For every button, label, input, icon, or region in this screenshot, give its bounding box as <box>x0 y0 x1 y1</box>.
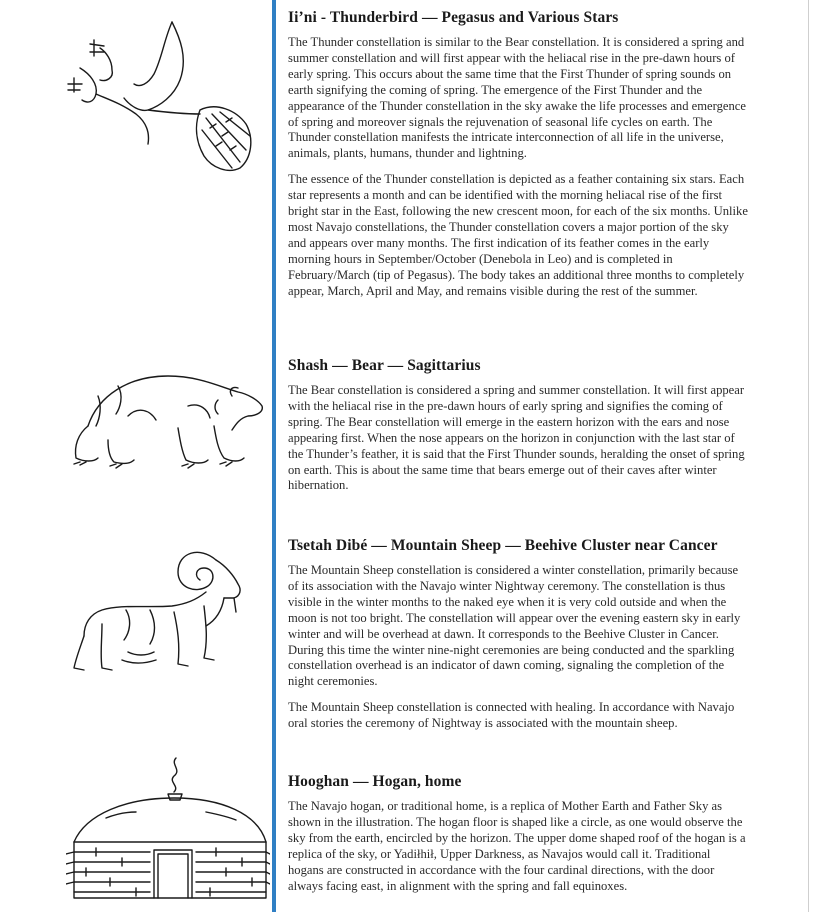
bear-drawing <box>68 366 268 476</box>
blue-column-divider <box>272 0 276 912</box>
section-paragraph: The Thunder constellation is similar to the Bear constellation. It is considered a spring and summer constellation and will first appear with the heliacal rise in the pre-dawn hours of early spring. This occurs about the same time that the First Thunder of spring sounds on earth signifying the coming of spring. The emergence of the First Thunder and the appearance of the Thunder constellation in the sky awake the life processes and emergence of spring and moreover signals the rejuvenation of seasonal life cycles on earth. The Thunder constellation manifests the intricate interconnection of all life in the universe, animals, plants, humans, thunder and lightning. <box>288 35 746 161</box>
hogan-drawing <box>66 756 270 906</box>
mountain-sheep-drawing <box>66 540 266 680</box>
section-paragraph: The Mountain Sheep constellation is considered a winter constellation, primarily because of its association with the Navajo winter Nightway ceremony. The constellation is thus visible in the winter months to the naked eye when it is very cold outside and when the moon is not too bright. The constellation will appear over the evening eastern sky in early winter and will be overhead at dawn. It corresponds to the Beehive Cluster in Cancer. During this time the winter nine-night ceremonies are being conducted and the sparkling constellation overhead is an indicator of dawn coming, signaling the completion of the night ceremonies. <box>288 563 741 689</box>
section-paragraph: The Navajo hogan, or traditional home, is a replica of Mother Earth and Father Sky as shown in the illustration. The hogan floor is shaped like a circle, as one would observe the sky from the earth, encircled by the horizon. The upper dome shaped roof of the hogan is a replica of the sky, or Yadiłhił, Upper Darkness, as Navajos would call it. Traditional hogans are constructed in accordance with the four cardinal directions, with the door always facing east, in alignment with the spring and fall equinoxes. <box>288 799 746 893</box>
section-paragraph: The Bear constellation is considered a spring and summer constellation. It will first appear with the heliacal rise in the pre-dawn hours of early spring and signifies the coming of spring. The Bear constellation will emerge in the eastern horizon with the ears and nose appearing first. When the nose appears on the horizon in conjunction with the last star of the Thunder’s feather, it is said that the First Thunder sounds, heralding the onset of spring on earth. This is about the same time that bears emerge out of their caves after winter hibernation. <box>288 383 745 493</box>
section-paragraph: The essence of the Thunder constellation is depicted as a feather containing six stars. Each star represents a month and can be identified with the morning heliacal rise of the first bright star in the East, following the new crescent moon, for each of the six months. Unlike most Navajo constellations, the Thunder constellation covers a major portion of the sky and appears over many months. The first indication of its feather comes in the early morning hours in September/October (Denebola in Leo) and is completed in February/March (tip of Pegasus). The body takes an additional three months to completely appear, March, April and May, and remains visible during the rest of the summer. <box>288 172 748 298</box>
section-hogan <box>288 773 748 904</box>
thunderbird-drawing <box>60 18 270 178</box>
page-edge <box>808 0 809 912</box>
section-title: Tsetah Dibé — Mountain Sheep — Beehive Cluster near Cancer <box>288 537 718 554</box>
section-title: Hooghan — Hogan, home <box>288 773 462 790</box>
section-thunderbird <box>288 9 748 310</box>
section-title: Ii’ni - Thunderbird — Pegasus and Various Stars <box>288 9 619 26</box>
section-mountain-sheep <box>288 537 748 742</box>
section-title: Shash — Bear — Sagittarius <box>288 357 481 374</box>
section-bear <box>288 357 748 504</box>
section-paragraph: The Mountain Sheep constellation is connected with healing. In accordance with Navajo oral stories the ceremony of Nightway is associated with the mountain sheep. <box>288 700 735 731</box>
